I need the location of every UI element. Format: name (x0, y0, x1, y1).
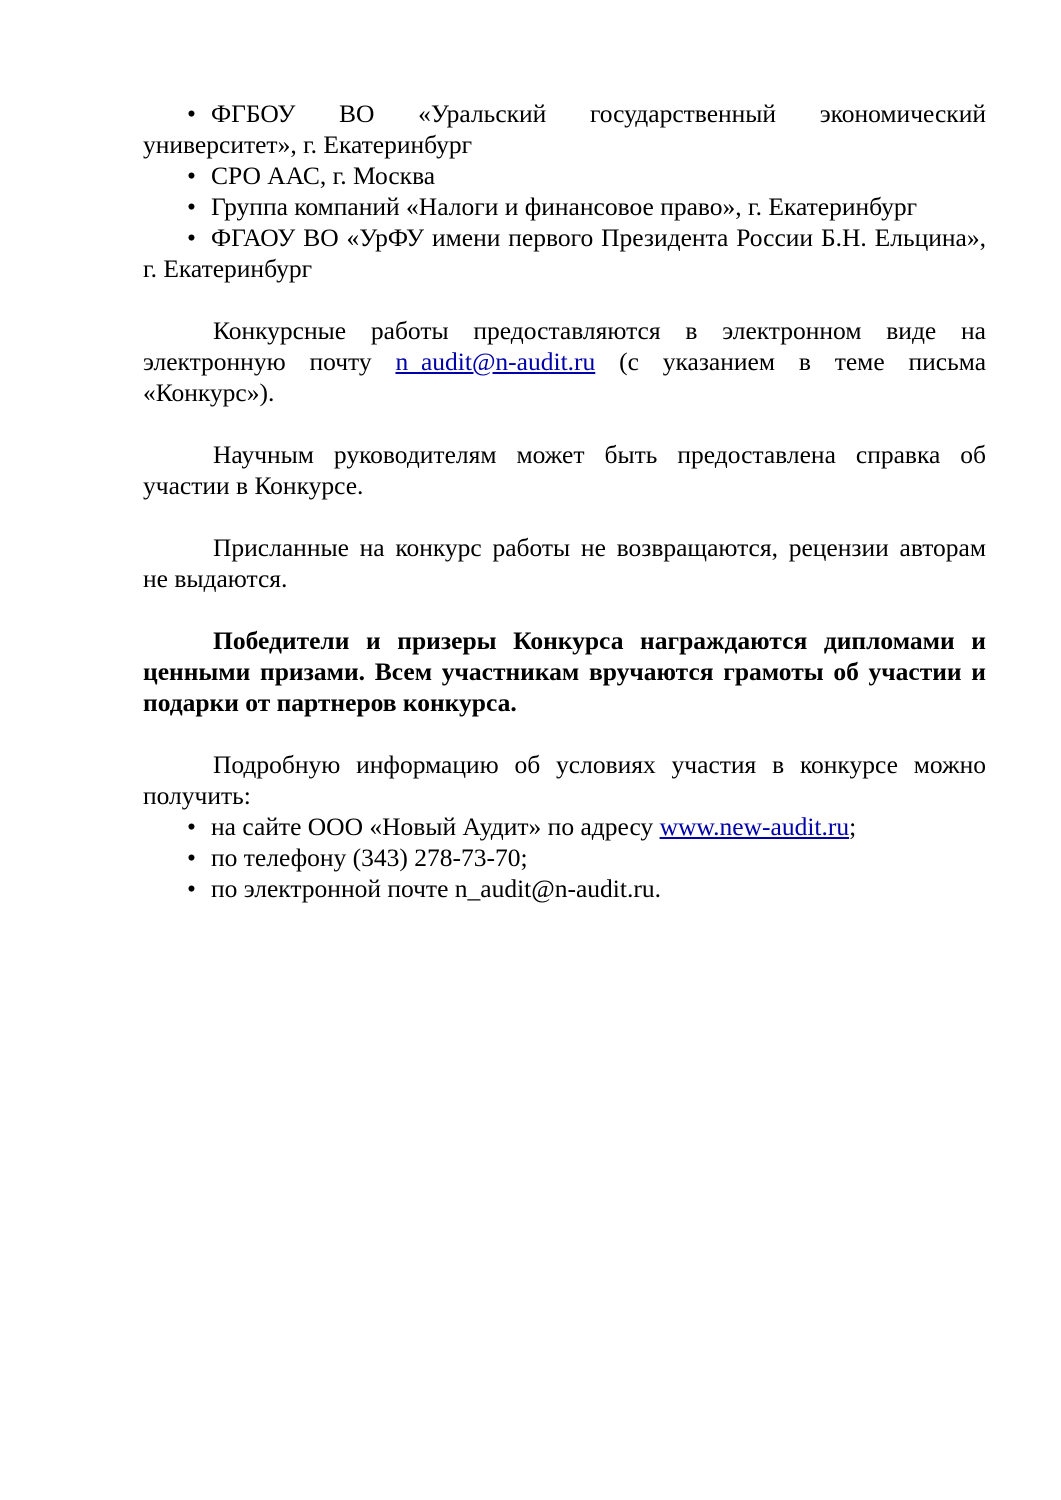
spacer (143, 501, 986, 532)
awards-paragraph: Победители и призеры Конкурса награждаются дипломами и ценными призами. Всем участникам вручаются грамоты об участии и подарки от партнеров конкурса. (143, 626, 986, 717)
supervisor-paragraph: Научным руководителям может быть предоставлена справка об участии в Конкурсе. (143, 440, 986, 500)
document-content (143, 98, 986, 904)
spacer (143, 408, 986, 439)
list-item (143, 222, 986, 284)
contact-text-before: на сайте ООО «Новый Аудит» по адресу (211, 812, 660, 841)
email-link[interactable]: n_audit@n-audit.ru (395, 347, 596, 376)
website-link[interactable]: www.new-audit.ru (659, 812, 850, 841)
list-item-label: СРО ААС, г. Москва (211, 161, 436, 190)
bullet-icon (187, 98, 201, 129)
bullet-icon (187, 191, 201, 222)
bullet-icon (187, 222, 201, 253)
list-item (143, 811, 986, 842)
organizer-list (143, 98, 986, 284)
list-item (143, 160, 986, 191)
submission-text-before: Конкурсные работы предоставляются в электронном виде на электронную почту (143, 316, 986, 376)
spacer (143, 284, 986, 315)
list-item (143, 842, 986, 873)
bullet-icon (187, 160, 201, 191)
details-intro-paragraph: Подробную информацию об условиях участия в конкурсе можно получить: (143, 750, 986, 810)
submission-paragraph (143, 315, 986, 408)
list-item (143, 873, 986, 904)
contact-list (143, 811, 986, 904)
spacer (143, 594, 986, 625)
spacer (143, 718, 986, 749)
return-paragraph: Присланные на конкурс работы не возвращаются, рецензии авторам не выдаются. (143, 533, 986, 593)
list-item-label: ФГБОУ ВО «Уральский государственный экономический университет», г. Екатеринбург (143, 99, 986, 159)
submission-text-after: (с указанием в теме письма «Конкурс»). (143, 347, 987, 407)
list-item-label: ФГАОУ ВО «УрФУ имени первого Президента России Б.Н. Ельцина», г. Екатеринбург (143, 223, 986, 283)
bullet-icon (187, 842, 201, 873)
bullet-icon (187, 873, 201, 904)
list-item-label: Группа компаний «Налоги и финансовое право», г. Екатеринбург (211, 192, 918, 221)
contact-text-after: ; (849, 812, 857, 841)
contact-email-label: по электронной почте n_audit@n-audit.ru. (211, 874, 661, 903)
list-item (143, 191, 986, 222)
contact-phone-label: по телефону (343) 278-73-70; (211, 843, 528, 872)
list-item (143, 98, 986, 160)
bullet-icon (187, 811, 201, 842)
